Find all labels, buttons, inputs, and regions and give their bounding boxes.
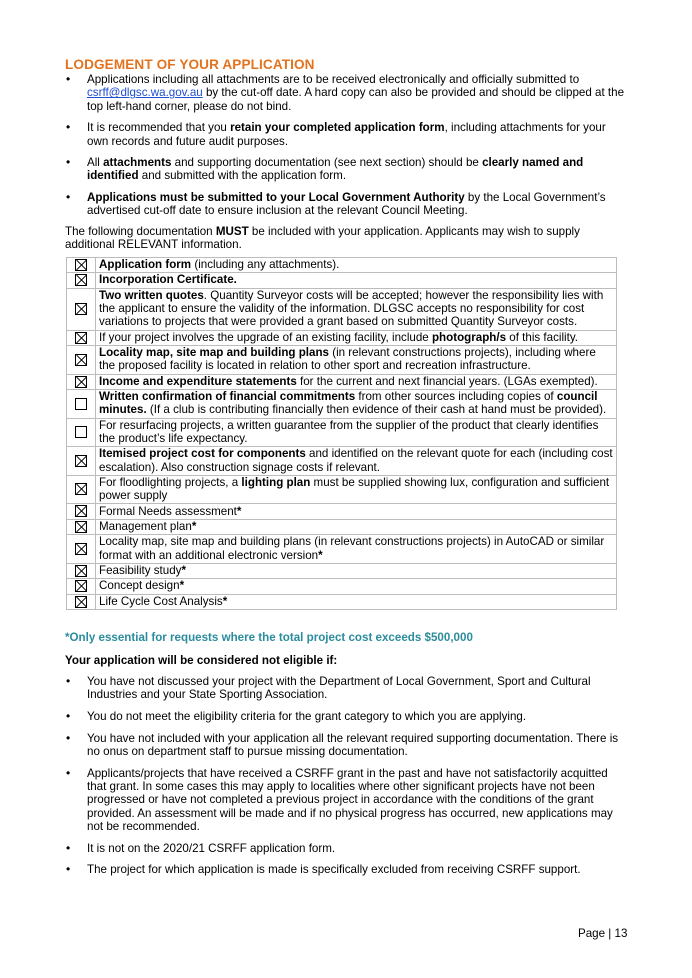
documentation-checklist (66, 257, 617, 610)
checked-box-icon[interactable] (75, 354, 87, 366)
checklist-row (67, 475, 617, 504)
bold-text: Itemised project cost for components (99, 447, 306, 461)
bold-text: * (179, 579, 185, 593)
text-run: of this facility. (506, 330, 578, 344)
checkbox-cell (67, 418, 96, 447)
text-run: and identified on the relevant quote for each (including cost escalation). Also construction signage costs if relevant. (99, 447, 613, 474)
checked-box-icon[interactable] (75, 596, 87, 608)
checked-box-icon[interactable] (75, 521, 87, 533)
checked-box-icon[interactable] (75, 376, 87, 388)
checkbox-cell (67, 594, 96, 609)
bold-text: * (191, 519, 197, 533)
checkbox-cell (67, 579, 96, 594)
checkbox-cell (67, 288, 96, 330)
bold-text: Incorporation Certificate. (99, 273, 237, 287)
checkbox-cell (67, 475, 96, 504)
checked-box-icon[interactable] (75, 565, 87, 577)
text-run: Locality map, site map and building plans (in relevant constructions projects) in AutoCAD or similar format with an additional electronic version (99, 535, 605, 562)
checked-box-icon[interactable] (75, 505, 87, 517)
empty-checkbox-icon[interactable] (75, 426, 87, 438)
bold-text: Application form (99, 258, 192, 272)
checked-box-icon[interactable] (75, 303, 87, 315)
checklist-item-text (96, 563, 617, 578)
bold-text: lighting plan (241, 475, 311, 489)
checkbox-cell (67, 535, 96, 564)
checklist-row (67, 535, 617, 564)
lodgement-bullet-list (65, 73, 625, 226)
lodgement-bullet (65, 191, 625, 218)
checkbox-cell (67, 258, 96, 273)
bold-text: Written confirmation of financial commitments (99, 390, 356, 404)
not-eligible-bullet: • The project for which application is made is specifically excluded from receiving CSRFF support. (65, 863, 625, 876)
text-run: All (87, 156, 104, 170)
bold-text: * (181, 563, 186, 577)
checkbox-cell (67, 519, 96, 534)
checklist-item-text (96, 447, 617, 476)
checked-box-icon[interactable] (75, 483, 87, 495)
checked-box-icon[interactable] (75, 455, 87, 467)
not-eligible-bullet: • You do not meet the eligibility criteria for the grant category to which you are applying. (65, 710, 625, 723)
documentation-intro (65, 225, 625, 252)
text-run: Management plan (99, 519, 192, 533)
checked-box-icon[interactable] (75, 259, 87, 271)
not-eligible-bullet: • You have not included with your application all the relevant required supporting documentation. There is no onus on department staff to pursue missing documentation. (65, 732, 625, 759)
text-run: For resurfacing projects, a written guarantee from the supplier of the product that clearly identifies the product’s life expectancy. (99, 418, 599, 445)
checklist-item-text (96, 258, 617, 273)
text-run: Feasibility study (99, 563, 182, 577)
bold-text: * (222, 594, 228, 608)
text-run: by the cut-off date. A hard copy can also be provided and should be clipped at the top left-hand corner, please do not bind. (87, 86, 625, 113)
checkbox-cell (67, 346, 96, 375)
text-run: from other sources including copies of (355, 390, 557, 404)
text-run: and submitted with the application form. (138, 169, 347, 183)
checklist-item-text (96, 519, 617, 534)
checklist-item-text (96, 504, 617, 519)
bold-text: Two written quotes (99, 288, 204, 302)
checklist-row (67, 519, 617, 534)
text-run: . Quantity Surveyor costs will be accepted; however the responsibility lies with the applicant to ensure the validity of the information. DLGSC accepts no responsibility for cost variations to projects that were provided a grant based on submitted Quantity Surveyor costs. (99, 288, 604, 329)
text-run: and supporting documentation (see next section) should be (171, 156, 483, 170)
text-run: If your project involves the upgrade of an existing facility, include (99, 330, 432, 344)
text-run: (including any attachments). (191, 258, 340, 272)
text-run: by the Local Government’s advertised cut-off date to ensure inclusion at the relevant Council Meeting. (87, 190, 606, 218)
text-run: be included with your application. Applicants may wish to supply additional RELEVANT information. (65, 225, 580, 252)
text-run: for the current and next financial years. (LGAs exempted). (296, 374, 598, 388)
checklist-row (67, 273, 617, 288)
checklist-item-text (96, 346, 617, 375)
checkbox-cell (67, 374, 96, 389)
checklist-item-text (96, 594, 617, 609)
checklist-item-text (96, 390, 617, 419)
lodgement-bullet (65, 156, 625, 183)
checklist-row (67, 563, 617, 578)
checkbox-cell (67, 390, 96, 419)
text-run: must be supplied showing lux, configuration and sufficient power supply (99, 475, 610, 503)
section-heading: LODGEMENT OF YOUR APPLICATION (65, 57, 315, 72)
text-run: , including attachments for your own records and future audit purposes. (87, 121, 606, 148)
checklist-item-text (96, 288, 617, 330)
bold-text: clearly named and identified (87, 156, 584, 183)
text-run: (If a club is contributing financially then evidence of their cash at hand must be provided). (146, 403, 607, 417)
bold-text: * (236, 504, 242, 518)
checked-box-icon[interactable] (75, 274, 87, 286)
text-run: Concept design (99, 579, 180, 593)
checklist-row (67, 594, 617, 609)
bold-text: Applications must be submitted to your Local Government Authority (87, 190, 465, 204)
not-eligible-bullet: • Applicants/projects that have received a CSRFF grant in the past and have not satisfactorily acquitted that grant. In some cases this may apply to localities where other significant projects have not been progressed or have not completed a previous project in accordance with the conditions of the grant provided. An assessment will be made and if no physical progress has occurred, new applications may not be recommended. (65, 767, 625, 834)
checklist-row (67, 390, 617, 419)
not-eligible-bullet-list (65, 675, 625, 885)
text-run: Formal Needs assessment (99, 504, 237, 518)
bold-text: council minutes. (99, 390, 598, 417)
email-link[interactable]: csrff@dlgsc.wa.gov.au (87, 86, 203, 100)
lodgement-bullet (65, 73, 625, 113)
page-number: Page | 13 (578, 927, 628, 940)
checkbox-cell (67, 563, 96, 578)
checkbox-cell (67, 447, 96, 476)
bold-text: * (318, 548, 323, 562)
checklist-item-text (96, 330, 617, 345)
lodgement-bullet (65, 121, 625, 148)
checked-box-icon[interactable] (75, 580, 87, 592)
checklist-row (67, 504, 617, 519)
checklist-row (67, 330, 617, 345)
bold-text: retain your completed application form (230, 121, 445, 135)
checklist-item-text (96, 535, 617, 564)
checklist-row (67, 418, 617, 447)
checklist-row (67, 447, 617, 476)
bold-text: Income and expenditure statements (99, 374, 297, 388)
checked-box-icon[interactable] (75, 332, 87, 344)
checklist-item-text (96, 579, 617, 594)
bold-text: attachments (103, 156, 172, 170)
not-eligible-heading: Your application will be considered not eligible if: (65, 654, 338, 667)
checklist-row (67, 258, 617, 273)
checkbox-cell (67, 273, 96, 288)
footnote-essential: *Only essential for requests where the total project cost exceeds $500,000 (65, 631, 473, 644)
text-run: Life Cycle Cost Analysis (99, 594, 223, 608)
text-run: It is recommended that you (87, 121, 231, 135)
checkbox-cell (67, 330, 96, 345)
not-eligible-bullet: • You have not discussed your project with the Department of Local Government, Sport and Cultural Industries and your State Sporting Association. (65, 675, 625, 702)
empty-checkbox-icon[interactable] (75, 398, 87, 410)
checklist-item-text (96, 418, 617, 447)
checklist-item-text (96, 475, 617, 504)
checklist-row (67, 288, 617, 330)
bold-text: MUST (215, 225, 249, 238)
bold-text: photograph/s (431, 330, 507, 344)
text-run: For floodlighting projects, a (99, 475, 242, 489)
checklist-item-text (96, 273, 617, 288)
text-run: Applications including all attachments are to be received electronically and officially submitted to (87, 73, 580, 86)
checklist-row (67, 374, 617, 389)
not-eligible-bullet: • It is not on the 2020/21 CSRFF application form. (65, 842, 625, 855)
text-run: (in relevant constructions projects), including where the proposed facility is located in relation to other sport and recreation infrastructure. (99, 346, 596, 373)
text-run: The following documentation (65, 225, 216, 238)
bold-text: Locality map, site map and building plans (99, 346, 329, 360)
checklist-item-text (96, 374, 617, 389)
checkbox-cell (67, 504, 96, 519)
checklist-row (67, 346, 617, 375)
checked-box-icon[interactable] (75, 543, 87, 555)
checklist-row (67, 579, 617, 594)
